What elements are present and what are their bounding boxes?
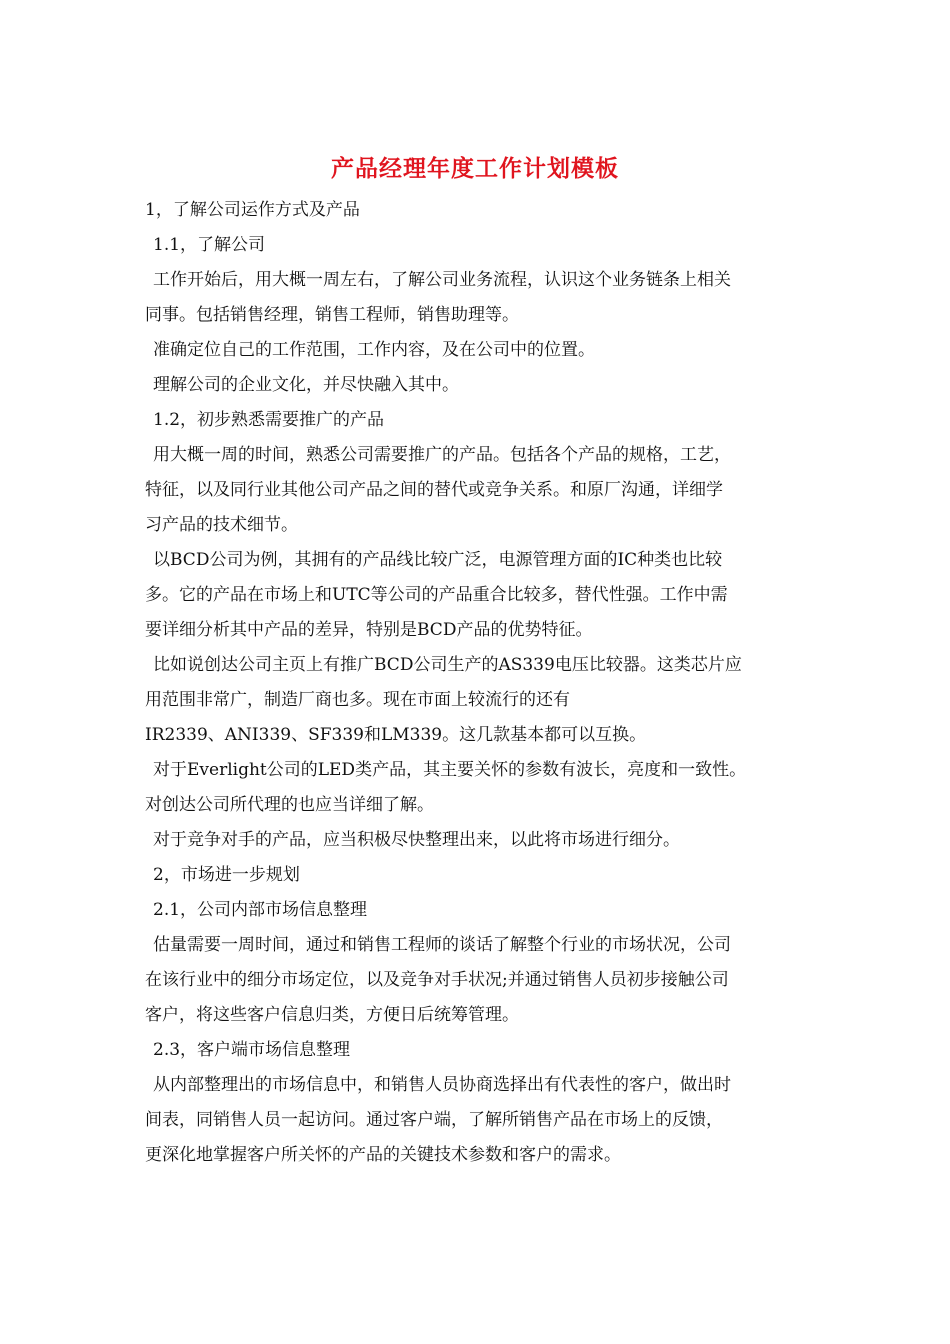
subsection-heading: 1.1，了解公司: [153, 235, 266, 255]
paragraph-line: 特征，以及同行业其他公司产品之间的替代或竞争关系。和原厂沟通，详细学: [145, 480, 723, 500]
paragraph-line: IR2339、ANI339、SF339和LM339。这几款基本都可以互换。: [145, 725, 647, 745]
paragraph-line: 在该行业中的细分市场定位，以及竞争对手状况;并通过销售人员初步接触公司: [145, 970, 729, 990]
subsection-heading: 2.3，客户端市场信息整理: [153, 1040, 351, 1060]
subsection-heading: 2.1，公司内部市场信息整理: [153, 900, 368, 920]
paragraph-line: 对于Everlight公司的LED类产品，其主要关怀的参数有波长，亮度和一致性。: [153, 760, 747, 780]
paragraph-line: 用大概一周的时间，熟悉公司需要推广的产品。包括各个产品的规格，工艺，: [153, 445, 731, 465]
paragraph-line: 工作开始后，用大概一周左右，了解公司业务流程，认识这个业务链条上相关: [153, 270, 731, 290]
paragraph-line: 准确定位自己的工作范围，工作内容，及在公司中的位置。: [153, 340, 595, 360]
document-title: 产品经理年度工作计划模板: [331, 156, 619, 182]
paragraph-line: 以BCD公司为例，其拥有的产品线比较广泛，电源管理方面的IC种类也比较: [153, 550, 723, 570]
subsection-heading: 1.2，初步熟悉需要推广的产品: [153, 410, 385, 430]
section-heading: 1，了解公司运作方式及产品: [145, 200, 360, 220]
paragraph-line: 理解公司的企业文化，并尽快融入其中。: [153, 375, 459, 395]
paragraph-line: 客户，将这些客户信息归类，方便日后统筹管理。: [145, 1005, 519, 1025]
paragraph-line: 对于竞争对手的产品，应当积极尽快整理出来，以此将市场进行细分。: [153, 830, 680, 850]
paragraph-line: 间表，同销售人员一起访问。通过客户端，了解所销售产品在市场上的反馈，: [145, 1110, 723, 1130]
section-heading: 2，市场进一步规划: [153, 865, 300, 885]
paragraph-line: 同事。包括销售经理，销售工程师，销售助理等。: [145, 305, 519, 325]
document-body: [145, 193, 825, 1173]
paragraph-line: 更深化地掌握客户所关怀的产品的关键技术参数和客户的需求。: [145, 1145, 621, 1165]
paragraph-line: 从内部整理出的市场信息中，和销售人员协商选择出有代表性的客户，做出时: [153, 1075, 731, 1095]
paragraph-line: 多。它的产品在市场上和UTC等公司的产品重合比较多，替代性强。工作中需: [145, 585, 728, 605]
paragraph-line: 用范围非常广，制造厂商也多。现在市面上较流行的还有: [145, 690, 570, 710]
paragraph-line: 习产品的技术细节。: [145, 515, 298, 535]
paragraph-line: 比如说创达公司主页上有推广BCD公司生产的AS339电压比较器。这类芯片应: [153, 655, 742, 675]
paragraph-line: 估量需要一周时间，通过和销售工程师的谈话了解整个行业的市场状况，公司: [153, 935, 731, 955]
paragraph-line: 对创达公司所代理的也应当详细了解。: [145, 795, 434, 815]
paragraph-line: 要详细分析其中产品的差异，特别是BCD产品的优势特征。: [145, 620, 593, 640]
